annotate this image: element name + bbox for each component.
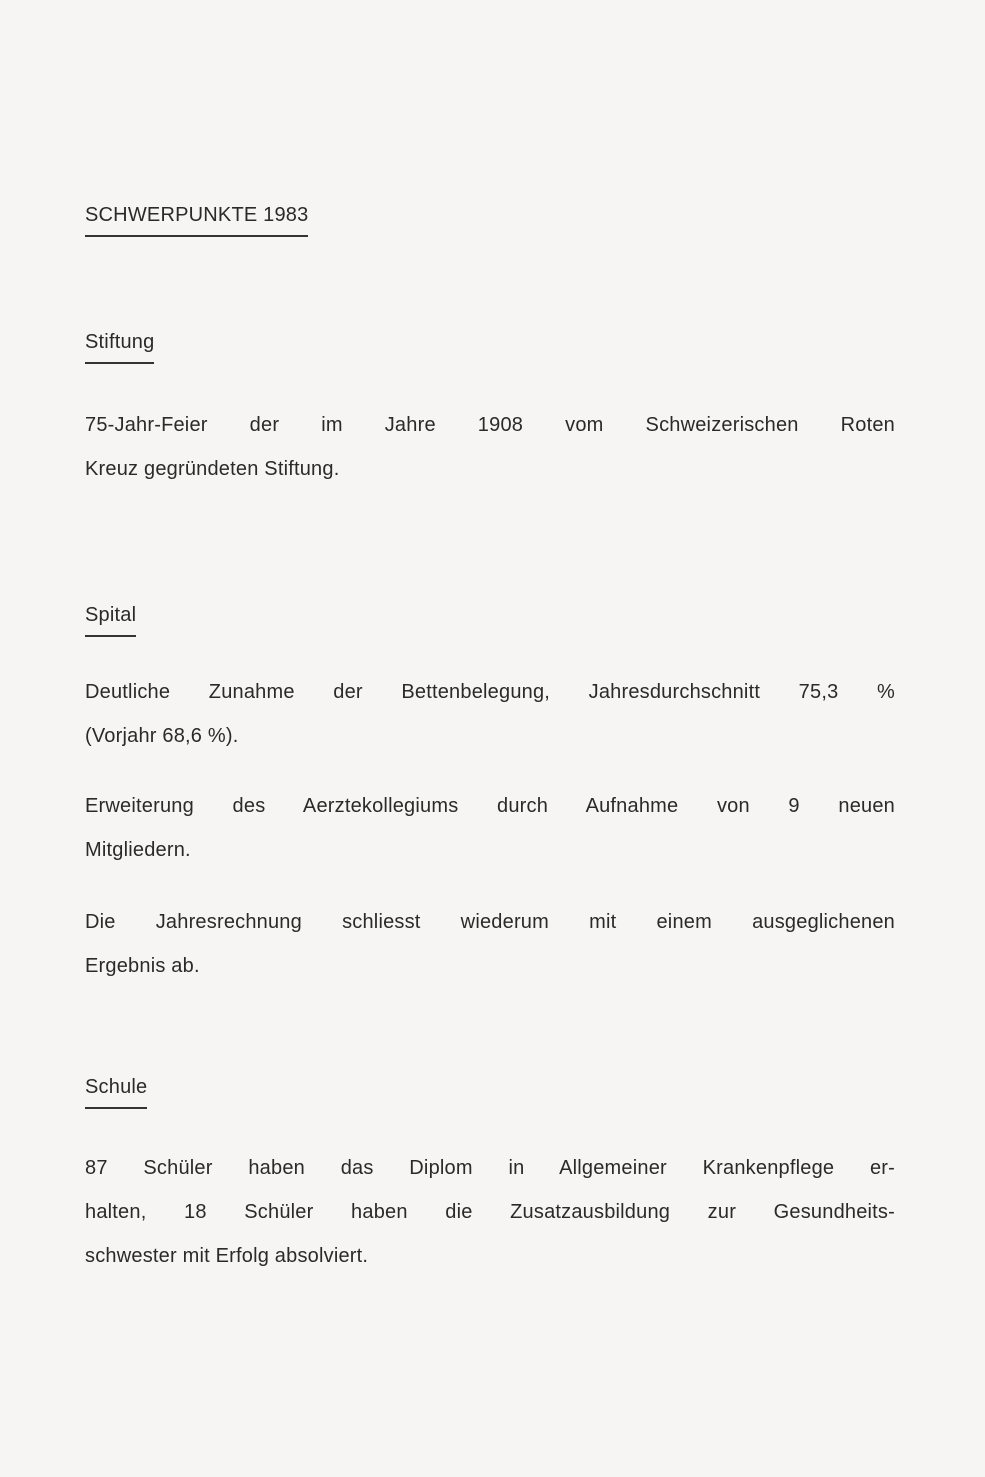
text-line: (Vorjahr 68,6 %). (85, 725, 239, 747)
paragraph (85, 403, 895, 491)
paragraph (85, 1146, 895, 1278)
paragraph (85, 670, 895, 758)
text-line: halten, 18 Schüler haben die Zusatzausbildung zur Gesundheits- (85, 1201, 895, 1223)
heading-spital: Spital (85, 603, 136, 637)
text-line: Mitgliedern. (85, 839, 191, 861)
text-line: schwester mit Erfolg absolviert. (85, 1245, 369, 1267)
heading-stiftung: Stiftung (85, 330, 154, 364)
text-line: 75-Jahr-Feier der im Jahre 1908 vom Schweizerischen Roten (85, 414, 895, 436)
text-line: 87 Schüler haben das Diplom in Allgemeiner Krankenpflege er- (85, 1157, 895, 1179)
text-line: Ergebnis ab. (85, 955, 200, 977)
page-title: SCHWERPUNKTE 1983 (85, 203, 308, 237)
text-line: Die Jahresrechnung schliesst wiederum mit einem ausgeglichenen (85, 911, 895, 933)
text-line: Erweiterung des Aerztekollegiums durch Aufnahme von 9 neuen (85, 795, 895, 817)
heading-schule: Schule (85, 1075, 147, 1109)
text-line: Kreuz gegründeten Stiftung. (85, 458, 340, 480)
paragraph (85, 900, 895, 988)
paragraph (85, 784, 895, 872)
text-line: Deutliche Zunahme der Bettenbelegung, Jahresdurchschnitt 75,3 % (85, 681, 895, 703)
